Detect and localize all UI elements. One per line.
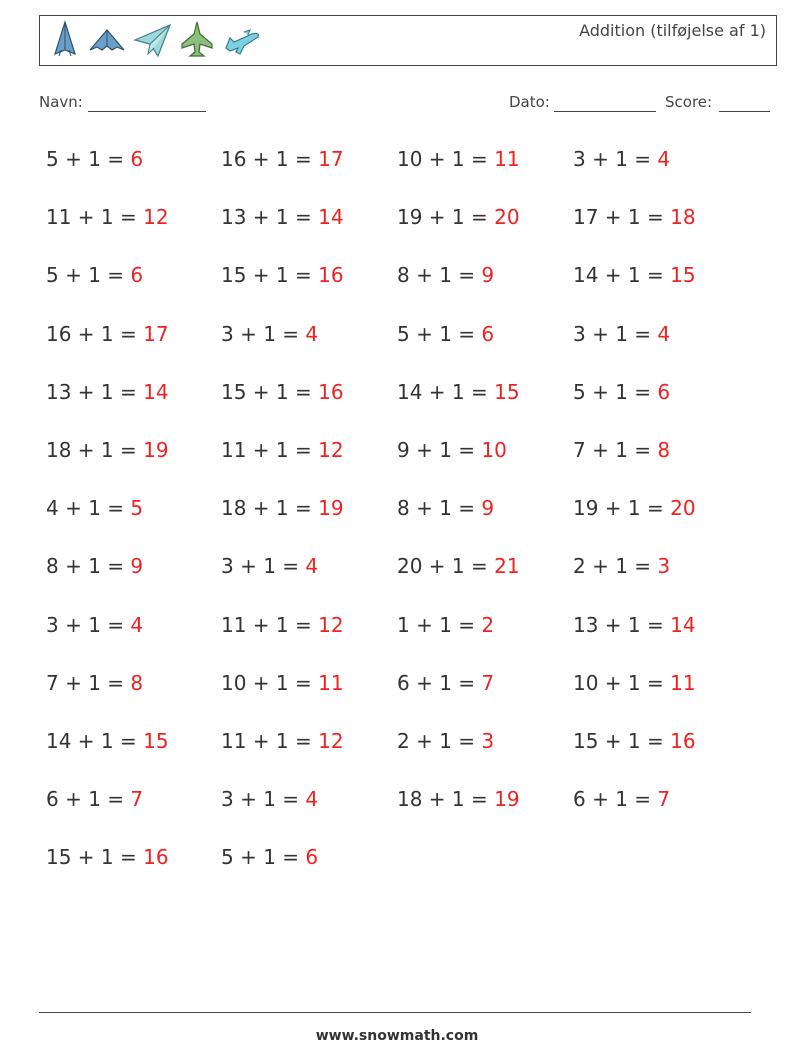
problem-question: 10 + 1 = <box>573 670 671 695</box>
problem-answer: 15 <box>670 263 696 288</box>
problem-question: 3 + 1 = <box>573 147 658 171</box>
problem-answer: 6 <box>481 321 495 346</box>
problem-question: 1 + 1 = <box>397 612 482 637</box>
problem-item <box>397 263 494 287</box>
problem-question: 13 + 1 = <box>573 612 671 637</box>
problem-item <box>46 554 143 578</box>
problem-item <box>573 147 670 171</box>
problem-item <box>573 671 696 695</box>
problem-answer: 4 <box>305 787 319 812</box>
problem-answer: 4 <box>305 321 319 346</box>
problem-item <box>221 787 318 811</box>
problem-question: 5 + 1 = <box>46 147 131 171</box>
problem-answer: 12 <box>318 729 344 753</box>
problem-answer: 20 <box>494 205 520 230</box>
problem-answer: 4 <box>657 321 671 346</box>
problem-item <box>46 380 169 404</box>
problem-question: 19 + 1 = <box>397 205 495 230</box>
problem-answer: 11 <box>318 670 344 695</box>
problem-answer: 9 <box>130 554 144 579</box>
problem-item <box>221 205 344 229</box>
problem-item <box>221 671 344 695</box>
problem-question: 3 + 1 = <box>573 321 658 346</box>
problem-item <box>397 205 520 229</box>
problem-answer: 6 <box>305 845 319 870</box>
problem-item <box>46 205 169 229</box>
stealth-bomber-icon <box>45 20 85 60</box>
problem-question: 17 + 1 = <box>573 205 671 230</box>
problem-answer: 5 <box>130 496 144 521</box>
problem-item <box>397 147 520 171</box>
problem-answer: 12 <box>318 438 344 462</box>
name-line <box>88 111 206 112</box>
problem-question: 14 + 1 = <box>46 729 144 753</box>
footer-divider <box>39 1012 751 1013</box>
problem-answer: 16 <box>318 263 344 288</box>
problem-item <box>573 729 696 753</box>
problem-question: 3 + 1 = <box>46 612 131 637</box>
paper-plane-icon <box>132 20 172 60</box>
problem-item <box>397 554 520 578</box>
problem-answer: 14 <box>143 379 169 404</box>
footer-website: www.snowmath.com <box>315 1028 479 1044</box>
problem-question: 5 + 1 = <box>46 263 131 288</box>
problem-question: 18 + 1 = <box>397 787 495 812</box>
problem-item <box>46 671 143 695</box>
problem-answer: 9 <box>481 263 495 288</box>
problem-item <box>397 496 494 520</box>
problem-question: 3 + 1 = <box>221 787 306 812</box>
jet-plane-icon <box>222 20 262 60</box>
problem-item <box>573 613 696 637</box>
problem-question: 14 + 1 = <box>573 263 671 288</box>
problem-question: 4 + 1 = <box>46 496 131 521</box>
problem-item <box>221 613 344 637</box>
problem-answer: 16 <box>318 379 344 404</box>
problem-item <box>221 845 318 869</box>
problem-answer: 19 <box>143 438 169 462</box>
problem-answer: 2 <box>481 612 495 637</box>
problem-question: 11 + 1 = <box>221 612 319 637</box>
problem-item <box>573 787 670 811</box>
problem-question: 15 + 1 = <box>221 379 319 404</box>
problem-question: 13 + 1 = <box>221 205 319 230</box>
problem-question: 10 + 1 = <box>221 670 319 695</box>
problem-question: 6 + 1 = <box>573 787 658 812</box>
problem-answer: 12 <box>143 205 169 230</box>
problem-question: 7 + 1 = <box>46 670 131 695</box>
problem-answer: 12 <box>318 612 344 637</box>
problem-item <box>397 671 494 695</box>
problem-answer: 16 <box>670 729 696 753</box>
problem-question: 11 + 1 = <box>46 205 144 230</box>
problem-item <box>397 613 494 637</box>
problem-item <box>573 205 696 229</box>
problem-answer: 7 <box>481 670 495 695</box>
problem-answer: 17 <box>143 321 169 346</box>
header-box <box>39 15 777 66</box>
problem-answer: 15 <box>143 729 169 753</box>
problem-question: 20 + 1 = <box>397 554 495 579</box>
problem-answer: 16 <box>143 845 169 870</box>
problem-question: 18 + 1 = <box>46 438 144 462</box>
problem-question: 16 + 1 = <box>46 321 144 346</box>
problem-question: 15 + 1 = <box>46 845 144 870</box>
problem-item <box>573 554 670 578</box>
problem-answer: 3 <box>481 729 495 753</box>
problem-item <box>397 438 507 462</box>
problem-answer: 6 <box>657 379 671 404</box>
problem-item <box>46 322 169 346</box>
problem-item <box>221 263 344 287</box>
problem-item <box>397 380 520 404</box>
problem-item <box>46 438 169 462</box>
problem-answer: 7 <box>657 787 671 812</box>
score-label: Score: <box>665 93 713 111</box>
problem-item <box>221 147 344 171</box>
problem-answer: 7 <box>130 787 144 812</box>
problem-answer: 4 <box>305 554 319 579</box>
problem-answer: 8 <box>130 670 144 695</box>
problem-answer: 19 <box>318 496 344 521</box>
problem-answer: 14 <box>318 205 344 230</box>
problem-question: 8 + 1 = <box>397 263 482 288</box>
problem-answer: 9 <box>481 496 495 521</box>
problem-answer: 21 <box>494 554 520 579</box>
worksheet-title: Addition (tilføjelse af 1) <box>579 21 766 40</box>
problem-question: 2 + 1 = <box>397 729 482 753</box>
problem-answer: 8 <box>657 438 671 462</box>
problem-question: 8 + 1 = <box>397 496 482 521</box>
problem-question: 5 + 1 = <box>221 845 306 870</box>
problem-item <box>573 438 670 462</box>
flying-wing-icon <box>87 20 127 60</box>
problem-item <box>46 147 143 171</box>
problem-item <box>221 438 344 462</box>
problem-question: 3 + 1 = <box>221 554 306 579</box>
problem-item <box>46 729 169 753</box>
problem-question: 11 + 1 = <box>221 729 319 753</box>
problem-item <box>397 787 520 811</box>
problem-answer: 19 <box>494 787 520 812</box>
problem-answer: 18 <box>670 205 696 230</box>
problem-question: 15 + 1 = <box>573 729 671 753</box>
problem-item <box>221 496 344 520</box>
problem-item <box>573 322 670 346</box>
problem-item <box>221 554 318 578</box>
problem-answer: 4 <box>130 612 144 637</box>
problem-answer: 6 <box>130 147 144 171</box>
problem-answer: 10 <box>481 438 507 462</box>
problem-question: 6 + 1 = <box>46 787 131 812</box>
problem-item <box>397 322 494 346</box>
problem-item <box>221 729 344 753</box>
problem-item <box>46 787 143 811</box>
problem-answer: 11 <box>494 147 520 171</box>
problem-question: 16 + 1 = <box>221 147 319 171</box>
problem-question: 14 + 1 = <box>397 379 495 404</box>
problem-question: 6 + 1 = <box>397 670 482 695</box>
problem-question: 19 + 1 = <box>573 496 671 521</box>
problem-question: 2 + 1 = <box>573 554 658 579</box>
problem-question: 5 + 1 = <box>397 321 482 346</box>
problem-answer: 11 <box>670 670 696 695</box>
date-label: Dato: <box>509 93 550 111</box>
score-line <box>719 111 770 112</box>
problem-answer: 14 <box>670 612 696 637</box>
problem-item <box>46 845 169 869</box>
problem-question: 3 + 1 = <box>221 321 306 346</box>
problem-item <box>397 729 494 753</box>
problem-question: 7 + 1 = <box>573 438 658 462</box>
problem-answer: 6 <box>130 263 144 288</box>
problem-question: 9 + 1 = <box>397 438 482 462</box>
problem-item <box>46 613 143 637</box>
problem-item <box>221 380 344 404</box>
problem-question: 8 + 1 = <box>46 554 131 579</box>
problem-question: 13 + 1 = <box>46 379 144 404</box>
problem-item <box>573 496 696 520</box>
problem-item <box>46 496 143 520</box>
problem-item <box>46 263 143 287</box>
fighter-jet-icon <box>177 20 217 60</box>
name-label: Navn: <box>39 93 83 111</box>
problem-question: 11 + 1 = <box>221 438 319 462</box>
problem-question: 15 + 1 = <box>221 263 319 288</box>
problem-answer: 20 <box>670 496 696 521</box>
problem-answer: 4 <box>657 147 671 171</box>
problem-question: 10 + 1 = <box>397 147 495 171</box>
problem-answer: 3 <box>657 554 671 579</box>
problem-question: 5 + 1 = <box>573 379 658 404</box>
problem-item <box>573 263 696 287</box>
problem-question: 18 + 1 = <box>221 496 319 521</box>
problem-item <box>221 322 318 346</box>
problem-answer: 15 <box>494 379 520 404</box>
problem-answer: 17 <box>318 147 344 171</box>
problem-item <box>573 380 670 404</box>
date-line <box>554 111 656 112</box>
